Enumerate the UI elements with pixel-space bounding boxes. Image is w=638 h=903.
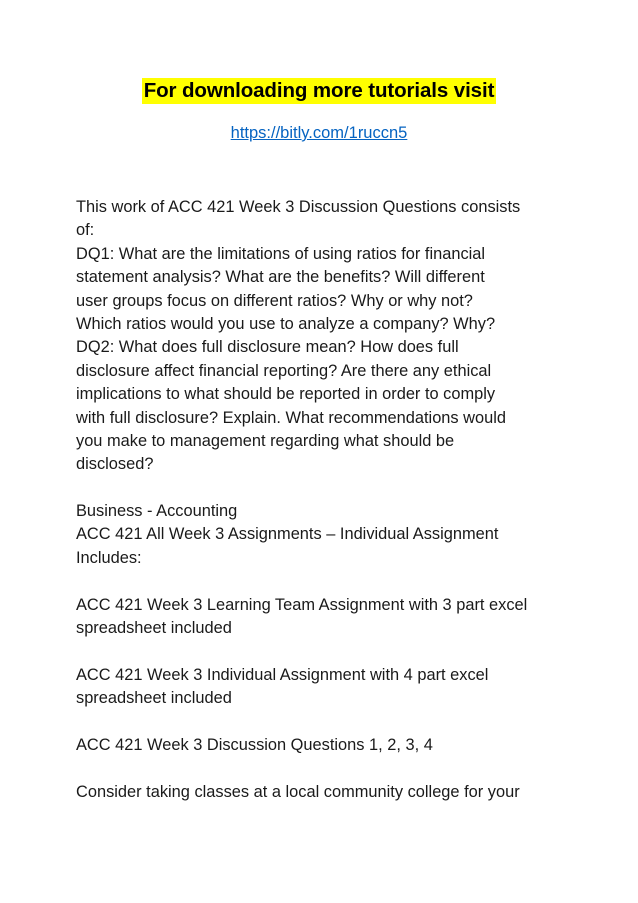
body-line: of: [76,221,95,240]
body-line: disclosure affect financial reporting? Are there any ethical [76,361,492,380]
body-line: ACC 421 Week 3 Learning Team Assignment with 3 part excel [76,595,528,614]
paragraph-gap [76,711,566,734]
body-line: implications to what should be reported in order to comply [76,385,496,404]
paragraph-gap [76,757,566,780]
paragraph-gap [76,640,566,663]
paragraph-gap [76,477,566,500]
header-link-wrap [0,122,638,144]
body-line: Business - Accounting [76,502,238,521]
body-line: DQ1: What are the limitations of using ratios for financial [76,244,486,263]
body-line: statement analysis? What are the benefits? Will different [76,268,485,287]
body-line: user groups focus on different ratios? Why or why not? [76,291,473,310]
body-line: disclosed? [76,455,154,474]
header-title-wrap [0,78,638,104]
body-line: spreadsheet included [76,689,232,708]
paragraph-gap [76,570,566,593]
body-text [76,196,566,804]
page-title: For downloading more tutorials visit [143,79,495,102]
body-line: Consider taking classes at a local community college for your [76,782,520,801]
body-line: DQ2: What does full disclosure mean? How does full [76,338,459,357]
body-line: Includes: [76,548,142,567]
body-line: with full disclosure? Explain. What recommendations would [76,408,506,427]
body-line: Which ratios would you use to analyze a company? Why? [76,314,496,333]
body-line: ACC 421 Week 3 Discussion Questions 1, 2, 3, 4 [76,735,433,754]
body-line: you make to management regarding what should be [76,431,455,450]
tutorials-link[interactable]: https://bitly.com/1ruccn5 [230,124,408,142]
body-line: spreadsheet included [76,619,232,638]
body-line: ACC 421 Week 3 Individual Assignment with 4 part excel [76,665,489,684]
body-line: ACC 421 All Week 3 Assignments – Individual Assignment [76,525,499,544]
body-line: This work of ACC 421 Week 3 Discussion Questions consists [76,198,521,216]
